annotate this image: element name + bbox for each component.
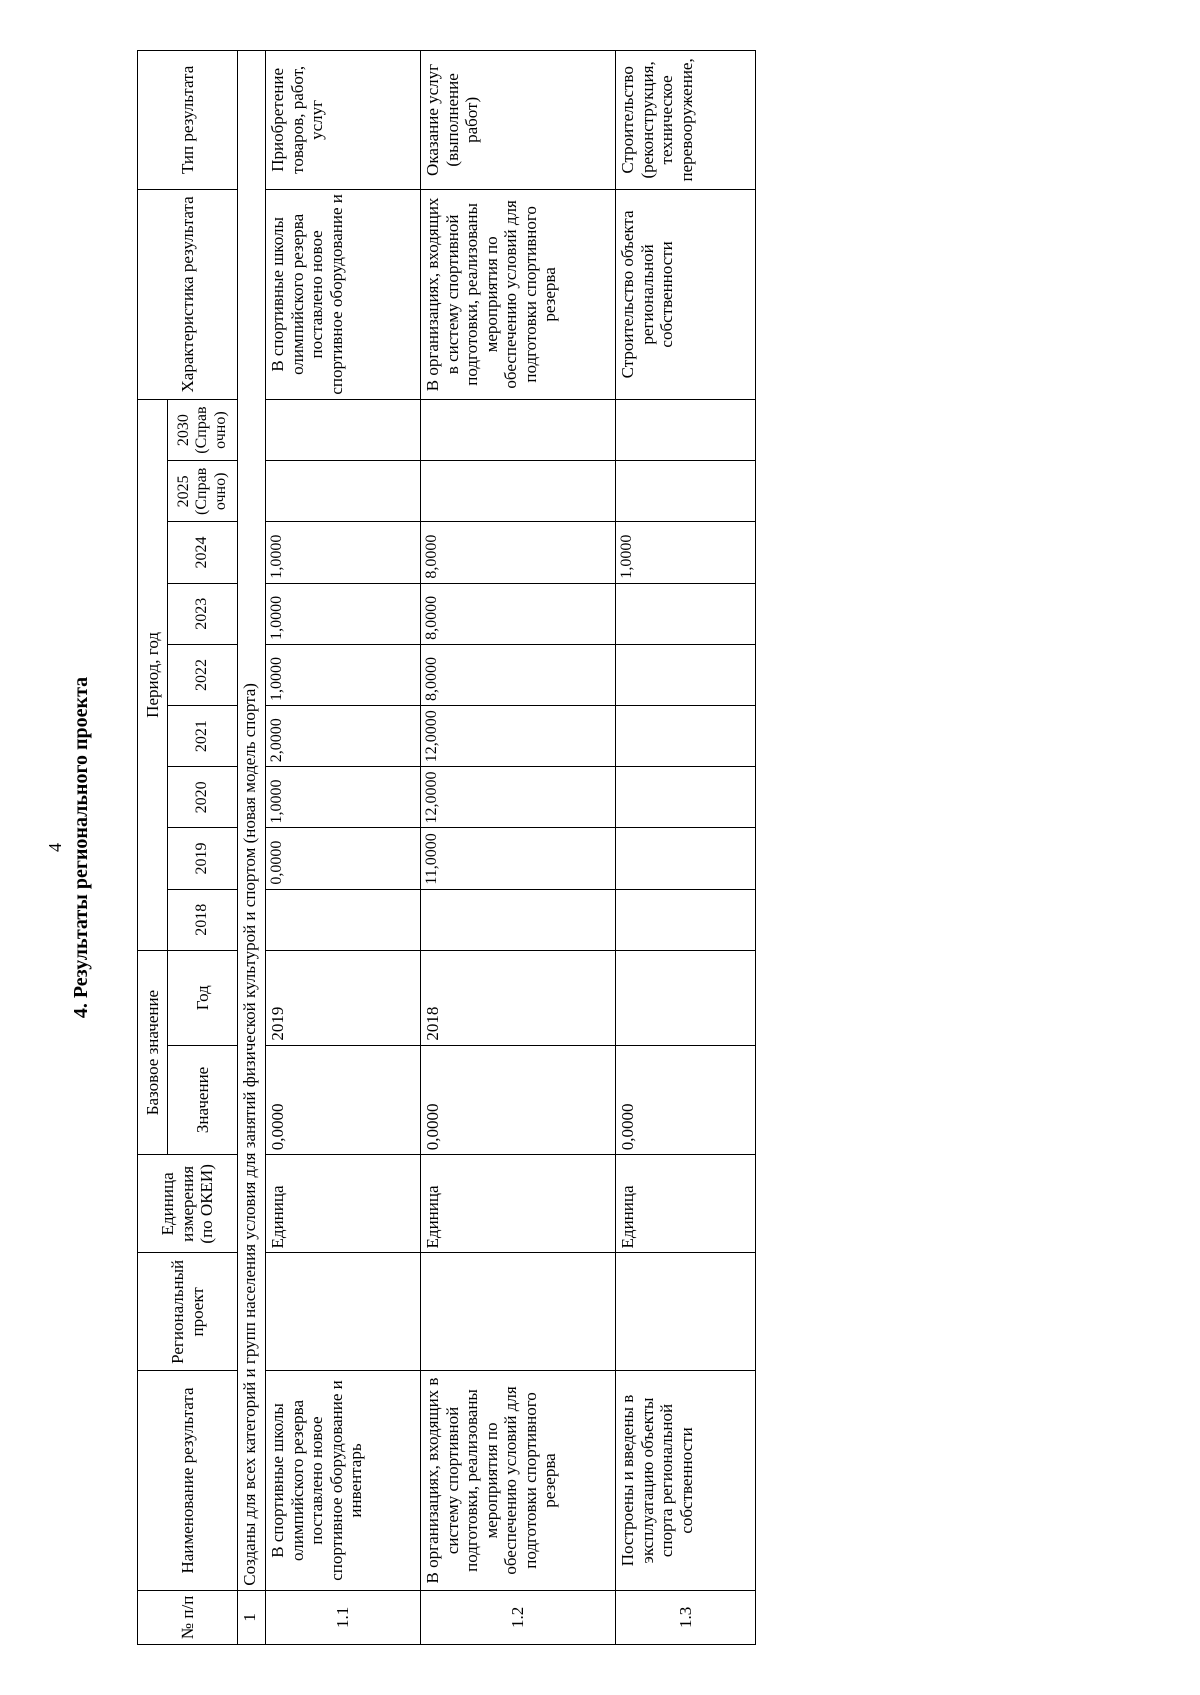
- row-value: 12,0000: [421, 706, 616, 767]
- header-name: Наименование результата: [138, 1371, 238, 1590]
- row-project: [616, 1253, 756, 1371]
- header-base: Базовое значение: [138, 950, 168, 1154]
- row-value: 12,0000: [421, 767, 616, 828]
- header-period: Период, год: [138, 399, 168, 950]
- row-value: [421, 461, 616, 522]
- header-year: 2030 (Справочно): [168, 399, 238, 460]
- section-title: Созданы для всех категорий и групп населения условия для занятий физической культурой и спортом (новая модель спорта): [238, 51, 266, 1591]
- row-value: [616, 399, 756, 460]
- row-value: 2,0000: [266, 706, 421, 767]
- row-value: [421, 399, 616, 460]
- row-type: Строительство (реконструкция, техническое перевооружение,: [616, 51, 756, 190]
- page-number: 4: [45, 843, 65, 852]
- header-year: 2018: [168, 889, 238, 950]
- results-table: [137, 50, 756, 1645]
- header-year: 2025 (Справочно): [168, 461, 238, 522]
- row-value: [616, 644, 756, 705]
- row-value: [616, 461, 756, 522]
- table-row: [266, 51, 421, 1645]
- row-value: 8,0000: [421, 522, 616, 583]
- row-unit: Единица: [616, 1155, 756, 1253]
- row-num: 1.2: [421, 1590, 616, 1644]
- row-base-value: 0,0000: [266, 1045, 421, 1155]
- row-characteristic: Строительство объекта региональной собственности: [616, 189, 756, 399]
- header-type: Тип результата: [138, 51, 238, 190]
- header-base-year: Год: [168, 950, 238, 1045]
- header-year: 2024: [168, 522, 238, 583]
- row-num: 1.3: [616, 1590, 756, 1644]
- row-value: [266, 889, 421, 950]
- row-value: [266, 399, 421, 460]
- row-project: [266, 1253, 421, 1371]
- row-value: 1,0000: [266, 522, 421, 583]
- header-base-value: Значение: [168, 1045, 238, 1155]
- row-characteristic: В организациях, входящих в систему спортивной подготовки, реализованы мероприятия по обеспечению условий для подготовки спортивного резерва: [421, 189, 616, 399]
- row-value: 1,0000: [266, 644, 421, 705]
- row-unit: Единица: [266, 1155, 421, 1253]
- header-year: 2022: [168, 644, 238, 705]
- row-unit: Единица: [421, 1155, 616, 1253]
- row-value: 1,0000: [616, 522, 756, 583]
- row-type: Оказание услуг (выполнение работ): [421, 51, 616, 190]
- header-unit: Единица измерения (по ОКЕИ): [138, 1155, 238, 1253]
- table-row: [616, 51, 756, 1645]
- row-base-year: 2018: [421, 950, 616, 1045]
- header-num: № п/п: [138, 1590, 238, 1644]
- row-value: [616, 828, 756, 889]
- row-value: 11,0000: [421, 828, 616, 889]
- row-project: [421, 1253, 616, 1371]
- header-row-1: [138, 51, 168, 1645]
- row-characteristic: В спортивные школы олимпийского резерва поставлено новое спортивное оборудование и: [266, 189, 421, 399]
- header-year: 2021: [168, 706, 238, 767]
- row-value: 8,0000: [421, 644, 616, 705]
- row-num: 1.1: [266, 1590, 421, 1644]
- page-title: 4. Результаты регионального проекта: [70, 676, 92, 1019]
- row-value: [266, 461, 421, 522]
- row-name: В спортивные школы олимпийского резерва поставлено новое спортивное оборудование и инвентарь: [266, 1371, 421, 1590]
- table-row: [421, 51, 616, 1645]
- row-value: [616, 889, 756, 950]
- row-base-value: 0,0000: [421, 1045, 616, 1155]
- header-characteristic: Характеристика результата: [138, 189, 238, 399]
- row-value: [616, 706, 756, 767]
- row-base-year: [616, 950, 756, 1045]
- row-value: [616, 583, 756, 644]
- row-value: 1,0000: [266, 767, 421, 828]
- row-value: 8,0000: [421, 583, 616, 644]
- row-base-year: 2019: [266, 950, 421, 1045]
- row-type: Приобретение товаров, работ, услуг: [266, 51, 421, 190]
- section-num: 1: [238, 1590, 266, 1644]
- row-value: [421, 889, 616, 950]
- row-value: 0,0000: [266, 828, 421, 889]
- row-base-value: 0,0000: [616, 1045, 756, 1155]
- row-name: В организациях, входящих в систему спортивной подготовки, реализованы мероприятия по обеспечению условий для подготовки спортивного резерва: [421, 1371, 616, 1590]
- section-row: [238, 51, 266, 1645]
- header-year: 2019: [168, 828, 238, 889]
- row-value: [616, 767, 756, 828]
- header-year: 2020: [168, 767, 238, 828]
- header-project: Региональный проект: [138, 1253, 238, 1371]
- row-value: 1,0000: [266, 583, 421, 644]
- row-name: Построены и введены в эксплуатацию объекты спорта региональной собственности: [616, 1371, 756, 1590]
- header-year: 2023: [168, 583, 238, 644]
